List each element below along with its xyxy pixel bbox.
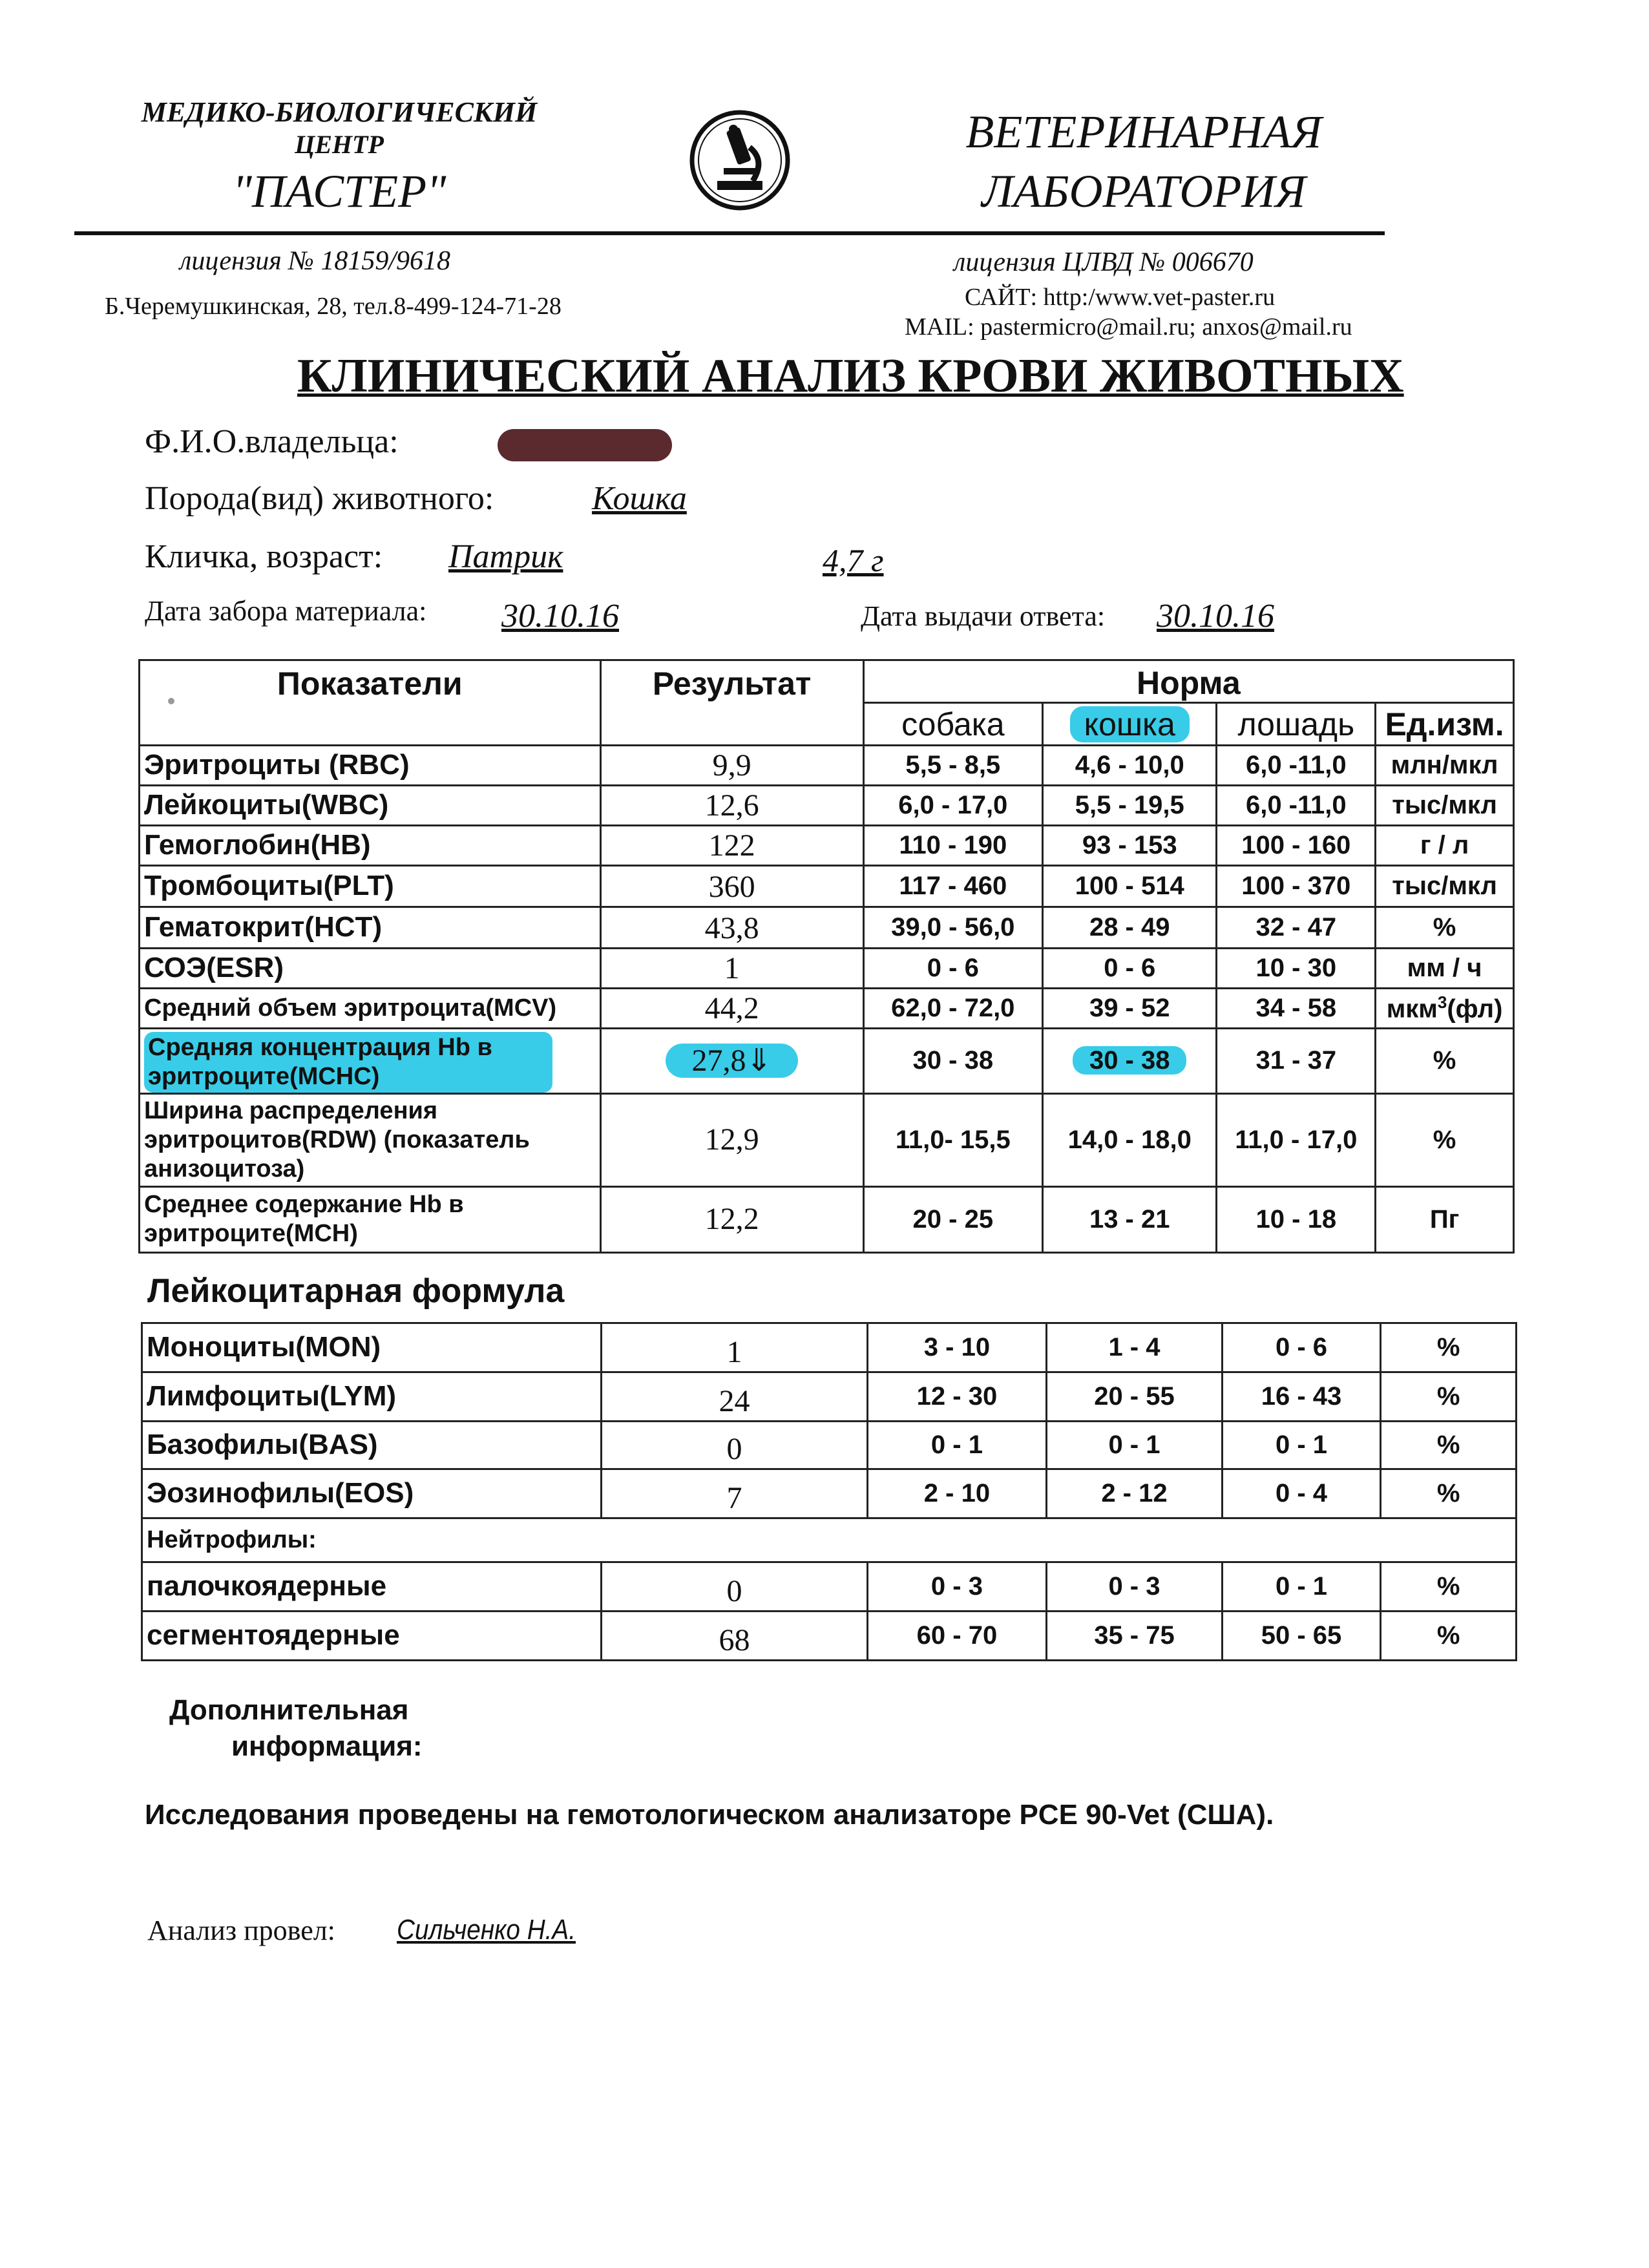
row-unit: % [1381,1422,1517,1469]
row-cat: 28 - 49 [1042,907,1217,949]
row-horse: 32 - 47 [1217,907,1376,949]
row-cat: 93 - 153 [1042,826,1217,866]
row-result-highlight: 27,8⇓ [666,1044,797,1078]
col-unit-label: Ед.изм. [1385,706,1504,742]
table-row [140,1093,1514,1186]
row-horse: 0 - 1 [1222,1562,1381,1612]
col-horse-label: лошадь [1237,706,1355,742]
table-row [140,949,1514,989]
row-dog: 12 - 30 [867,1372,1047,1422]
row-cat-highlight: 30 - 38 [1073,1046,1187,1075]
leuko-row [142,1422,1517,1469]
neutro-header-row [142,1518,1517,1562]
center-name-line3: "ПАСТЕР" [232,165,446,217]
row-dog: 11,0- 15,5 [863,1093,1042,1186]
row-unit: тыс/мкл [1376,786,1514,826]
row-horse: 16 - 43 [1222,1372,1381,1422]
address: Б.Черемушкинская, 28, тел.8-499-124-71-28 [105,293,562,320]
col-cat-label: кошка [1070,706,1190,742]
row-dog: 0 - 6 [863,949,1042,989]
row-result: 7 [602,1469,867,1518]
unit-base: мкм [1386,994,1438,1024]
row-result: 12,6 [600,786,863,826]
row-name: Лейкоциты(WBC) [140,786,601,826]
page-title: КЛИНИЧЕСКИЙ АНАЛИЗ КРОВИ ЖИВОТНЫХ [297,350,1404,403]
row-result: 68 [602,1612,867,1661]
row-name: Средний объем эритроцита(MCV) [140,989,601,1029]
row-dog: 110 - 190 [863,826,1042,866]
owner-label: Ф.И.О.владельца: [145,423,399,460]
row-dog: 0 - 1 [867,1422,1047,1469]
row-horse: 50 - 65 [1222,1612,1381,1661]
result-date: 30.10.16 [1157,598,1274,635]
row-dog: 30 - 38 [863,1029,1042,1094]
analyst-name: Сильченко Н.А. [397,1914,576,1946]
row-horse: 10 - 18 [1217,1186,1376,1252]
table-row [140,826,1514,866]
row-unit: % [1376,907,1514,949]
lab-name-line1: ВЕТЕРИНАРНАЯ [965,106,1322,158]
table-row [140,746,1514,786]
row-name: Лимфоциты(LYM) [142,1372,602,1422]
center-name-line2: ЦЕНТР [295,130,384,159]
row-unit: тыс/мкл [1376,866,1514,907]
result-date-label: Дата выдачи ответа: [861,600,1106,632]
table-row [140,786,1514,826]
row-cat [1042,1029,1217,1094]
neutro-label: Нейтрофилы: [142,1518,1517,1562]
row-unit: Пг [1376,1186,1514,1252]
col-dog-label: собака [901,706,1005,742]
row-cat: 20 - 55 [1047,1372,1223,1422]
row-cat: 2 - 12 [1047,1469,1223,1518]
center-name-line1: МЕДИКО-БИОЛОГИЧЕСКИЙ [141,96,538,128]
row-unit: млн/мкл [1376,746,1514,786]
table-row [140,866,1514,907]
table-row-highlighted [140,1029,1514,1094]
table-row [140,989,1514,1029]
row-result: 44,2 [600,989,863,1029]
row-result: 122 [600,826,863,866]
row-result: 12,9 [600,1093,863,1186]
name-value: Патрик [448,538,563,575]
row-horse: 10 - 30 [1217,949,1376,989]
row-unit: г / л [1376,826,1514,866]
row-dog: 2 - 10 [867,1469,1047,1518]
table-row [140,907,1514,949]
blood-table [138,659,1515,1254]
col-indicators-label: Показатели [277,666,463,702]
col-norm-label: Норма [1136,665,1241,701]
row-result [600,1029,863,1094]
lab-logo [688,109,792,212]
row-unit: % [1381,1323,1517,1372]
leuko-title: Лейкоцитарная формула [147,1272,565,1310]
stray-mark [168,698,174,704]
row-horse: 0 - 1 [1222,1422,1381,1469]
unit-sup: 3 [1437,992,1447,1013]
leuko-row [142,1323,1517,1372]
leuko-row [142,1612,1517,1661]
row-name: Среднее содержание Hb в эритроците(MCH) [140,1186,601,1252]
row-unit [1376,989,1514,1029]
row-horse: 100 - 160 [1217,826,1376,866]
license-right: лицензия ЦЛВД № 006670 [954,247,1254,277]
unit-tail: (фл) [1447,994,1503,1024]
center-name [71,96,607,222]
row-name: Эозинофилы(EOS) [142,1469,602,1518]
row-horse: 6,0 -11,0 [1217,786,1376,826]
lab-name [918,102,1370,221]
leuko-row [142,1372,1517,1422]
row-dog: 60 - 70 [867,1612,1047,1661]
row-result: 360 [600,866,863,907]
row-cat: 13 - 21 [1042,1186,1217,1252]
row-horse: 11,0 - 17,0 [1217,1093,1376,1186]
row-result: 0 [602,1422,867,1469]
row-result: 9,9 [600,746,863,786]
site: САЙТ: http:/www.vet-paster.ru [965,284,1276,311]
row-dog: 39,0 - 56,0 [863,907,1042,949]
row-cat: 14,0 - 18,0 [1042,1093,1217,1186]
row-name: СОЭ(ESR) [140,949,601,989]
row-name: Тромбоциты(PLT) [140,866,601,907]
name-label: Кличка, возраст: [145,538,383,575]
row-name: палочкоядерные [142,1562,602,1612]
row-result: 43,8 [600,907,863,949]
row-result: 12,2 [600,1186,863,1252]
microscope-icon [688,109,792,212]
row-cat: 0 - 6 [1042,949,1217,989]
row-unit: % [1381,1372,1517,1422]
row-name: Гемоглобин(HB) [140,826,601,866]
breed-value: Кошка [592,480,687,517]
row-cat: 100 - 514 [1042,866,1217,907]
leuko-row [142,1562,1517,1612]
row-name: Гематокрит(HCT) [140,907,601,949]
table-row [140,1186,1514,1252]
license-left: лицензия № 18159/9618 [180,246,451,276]
extra-info-line1: Дополнительная [169,1694,409,1726]
row-horse: 31 - 37 [1217,1029,1376,1094]
row-name-highlight: Средняя концентрация Hb в эритроците(MCHC) [144,1032,552,1093]
row-name [140,1029,601,1094]
row-name: Эритроциты (RBC) [140,746,601,786]
row-cat: 0 - 3 [1047,1562,1223,1612]
row-cat: 1 - 4 [1047,1323,1223,1372]
row-name: Моноциты(MON) [142,1323,602,1372]
col-norm-header [863,660,1513,703]
row-result: 0 [602,1562,867,1612]
row-unit: % [1381,1562,1517,1612]
row-unit: мм / ч [1376,949,1514,989]
col-horse-header [1217,703,1376,746]
row-cat: 4,6 - 10,0 [1042,746,1217,786]
row-dog: 5,5 - 8,5 [863,746,1042,786]
row-result: 1 [600,949,863,989]
extra-info-line2: информация: [231,1730,423,1762]
col-unit-header [1376,703,1514,746]
col-indicators-header [140,660,601,746]
leuko-row [142,1469,1517,1518]
row-horse: 100 - 370 [1217,866,1376,907]
row-unit: % [1381,1469,1517,1518]
col-result-label: Результат [652,666,812,702]
row-unit: % [1376,1029,1514,1094]
row-result: 1 [602,1323,867,1372]
row-cat: 5,5 - 19,5 [1042,786,1217,826]
row-dog: 117 - 460 [863,866,1042,907]
row-horse: 34 - 58 [1217,989,1376,1029]
row-horse: 6,0 -11,0 [1217,746,1376,786]
row-unit: % [1381,1612,1517,1661]
breed-label: Порода(вид) животного: [145,480,494,517]
header-divider [74,231,1385,235]
row-cat: 0 - 1 [1047,1422,1223,1469]
sample-date: 30.10.16 [501,598,619,635]
row-name: Базофилы(BAS) [142,1422,602,1469]
row-result: 24 [602,1372,867,1422]
analyst-label: Анализ провел: [147,1915,335,1946]
leuko-table [141,1322,1517,1661]
row-unit: % [1376,1093,1514,1186]
row-name: Ширина распределения эритроцитов(RDW) (показатель анизоцитоза) [140,1093,601,1186]
row-dog: 3 - 10 [867,1323,1047,1372]
owner-redaction [498,429,672,461]
col-dog-header [863,703,1042,746]
row-horse: 0 - 4 [1222,1469,1381,1518]
row-horse: 0 - 6 [1222,1323,1381,1372]
sample-date-label: Дата забора материала: [145,595,427,627]
col-result-header [600,660,863,746]
row-cat: 35 - 75 [1047,1612,1223,1661]
lab-name-line2: ЛАБОРАТОРИЯ [982,165,1306,217]
col-cat-header [1042,703,1217,746]
row-dog: 62,0 - 72,0 [863,989,1042,1029]
mail: MAIL: pastermicro@mail.ru; anxos@mail.ru [905,313,1352,341]
row-name: сегментоядерные [142,1612,602,1661]
age-value: 4,7 г [823,542,884,578]
row-cat: 39 - 52 [1042,989,1217,1029]
research-note: Исследования проведены на гемотологическом анализаторе PCE 90-Vet (США). [145,1799,1274,1831]
row-dog: 20 - 25 [863,1186,1042,1252]
row-dog: 6,0 - 17,0 [863,786,1042,826]
row-dog: 0 - 3 [867,1562,1047,1612]
